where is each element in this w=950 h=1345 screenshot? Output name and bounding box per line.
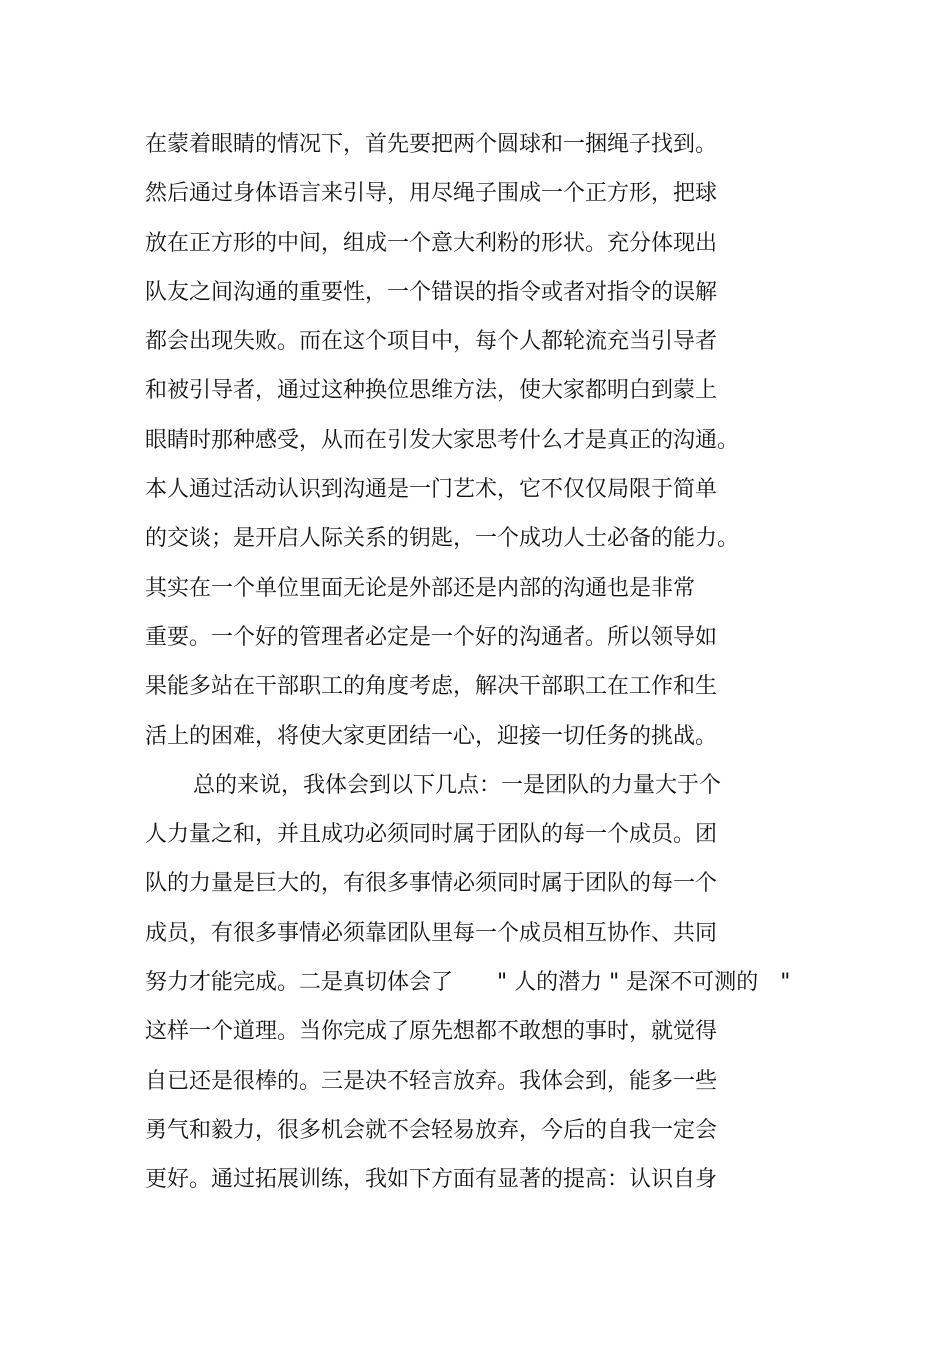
text-line: 在蒙着眼睛的情况下，首先要把两个圆球和一捆绳子找到。 [145, 132, 718, 157]
text-line: 队友之间沟通的重要性，一个错误的指令或者对指令的误解 [145, 279, 718, 305]
text-line: 自已还是很棒的。三是决不轻言放弃。我体会到，能多一些 [145, 1068, 718, 1094]
text-line: 人力量之和，并且成功必须同时属于团队的每一个成员。团 [145, 822, 718, 848]
text-line: 重要。一个好的管理者必定是一个好的沟通者。所以领导如 [145, 624, 718, 650]
text-line: 放在正方形的中间，组成一个意大利粉的形状。充分体现出 [145, 230, 718, 256]
text-line: 果能多站在干部职工的角度考虑，解决干部职工在工作和生 [145, 674, 718, 700]
text-line: 勇气和毅力，很多机会就不会轻易放弃，今后的自我一定会 [145, 1117, 718, 1143]
text-line: 这样一个道理。当你完成了原先想都不敢想的事时，就觉得 [145, 1019, 718, 1045]
text-line: 然后通过身体语言来引导，用尽绳子围成一个正方形，把球 [145, 181, 718, 207]
text-line: 队的力量是巨大的，有很多事情必须同时属于团队的每一个 [145, 871, 718, 897]
text-line: 努力才能完成。二是真切体会了 " 人的潜力 " 是深不可测的 " [145, 970, 791, 996]
text-line: 本人通过活动认识到沟通是一门艺术，它不仅仅局限于简单 [145, 477, 718, 503]
text-line: 的交谈；是开启人际关系的钥匙，一个成功人士必备的能力。 [145, 526, 740, 552]
body-text [145, 120, 825, 1205]
paragraph-start-line: 总的来说，我体会到以下几点：一是团队的力量大于个 [193, 772, 722, 798]
text-line: 成员，有很多事情必须靠团队里每一个成员相互协作、共同 [145, 920, 718, 946]
text-line: 眼睛时那种感受，从而在引发大家思考什么才是真正的沟通。 [145, 427, 740, 453]
text-line: 更好。通过拓展训练，我如下方面有显著的提高：认识自身 [145, 1167, 718, 1193]
text-line: 都会出现失败。而在这个项目中，每个人都轮流充当引导者 [145, 329, 718, 355]
text-line: 活上的困难，将使大家更团结一心，迎接一切任务的挑战。 [145, 723, 718, 749]
text-line: 和被引导者，通过这种换位思维方法，使大家都明白到蒙上 [145, 378, 718, 404]
text-line: 其实在一个单位里面无论是外部还是内部的沟通也是非常 [145, 575, 696, 601]
